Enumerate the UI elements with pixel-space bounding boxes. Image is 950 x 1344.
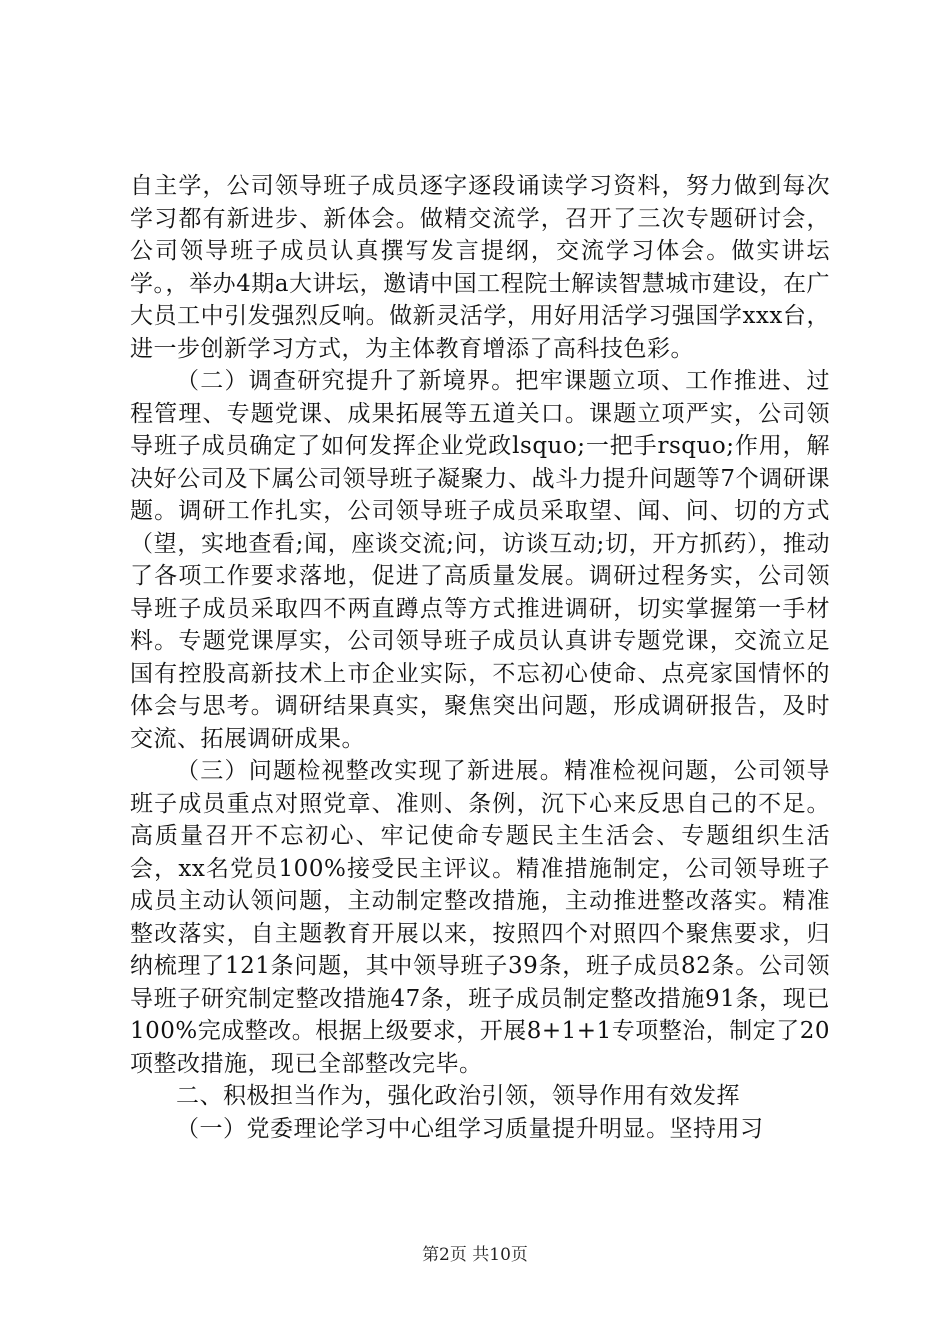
paragraph-4: （一）党委理论学习中心组学习质量提升明显。坚持用习 <box>176 1115 764 1142</box>
paragraph-3: （三）问题检视整改实现了新进展。精准检视问题，公司领导班子成员重点对照党章、准则、条例，沉下心来反思自己的不足。高质量召开不忘初心、牢记使命专题民主生活会、专题组织生活会，xx名党员100%接受民主评议。精准措施制定，公司领导班子成员主动认领问题，主动制定整改措施，主动推进整改落实。精准整改落实，自主题教育开展以来，按照四个对照四个聚焦要求，归纳梳理了121条问题，其中领导班子39条，班子成员82条。公司领导班子研究制定整改措施47条，班子成员制定整改措施91条，现已100%完成整改。根据上级要求，开展8+1+1专项整治，制定了20项整改措施，现已全部整改完毕。 <box>130 758 830 1077</box>
body-text <box>130 170 830 1145</box>
section-heading: 二、积极担当作为，强化政治引领，领导作用有效发挥 <box>176 1083 740 1109</box>
page-number-footer: 第2页 共10页 <box>422 1245 528 1265</box>
paragraph-2: （二）调查研究提升了新境界。把牢课题立项、工作推进、过程管理、专题党课、成果拓展等五道关口。课题立项严实，公司领导班子成员确定了如何发挥企业党政lsquo;一把手rsquo;作用，解决好公司及下属公司领导班子凝聚力、战斗力提升问题等7个调研课题。调研工作扎实，公司领导班子成员采取望、闻、问、切的方式（望，实地查看;闻，座谈交流;问，访谈互动;切，开方抓药），推动了各项工作要求落地，促进了高质量发展。调研过程务实，公司领导班子成员采取四不两直蹲点等方式推进调研，切实掌握第一手材料。专题党课厚实，公司领导班子成员认真讲专题党课，交流立足国有控股高新技术上市企业实际，不忘初心使命、点亮家国情怀的体会与思考。调研结果真实，聚焦突出问题，形成调研报告，及时交流、拓展调研成果。 <box>130 368 830 752</box>
paragraph-1: 自主学，公司领导班子成员逐字逐段诵读学习资料，努力做到每次学习都有新进步、新体会。做精交流学，召开了三次专题研讨会，公司领导班子成员认真撰写发言提纲，交流学习体会。做实讲坛学。，举办4期a大讲坛，邀请中国工程院士解读智慧城市建设，在广大员工中引发强烈反响。做新灵活学，用好用活学习强国学xxx台，进一步创新学习方式，为主体教育增添了高科技色彩。 <box>130 173 830 362</box>
